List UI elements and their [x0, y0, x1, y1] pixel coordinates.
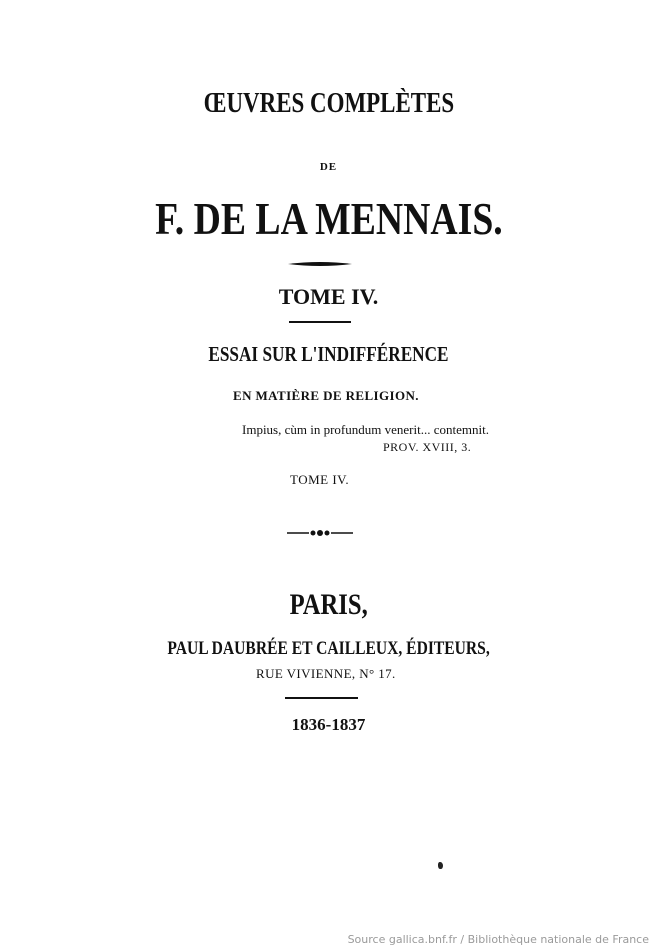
- collection-heading: ŒUVRES COMPLÈTES: [203, 88, 454, 119]
- work-volume-label: TOME IV.: [290, 472, 350, 487]
- work-subtitle: EN MATIÈRE DE RELIGION.: [233, 388, 419, 403]
- volume-label: TOME IV.: [278, 284, 379, 309]
- publication-years: 1836-1837: [291, 715, 366, 734]
- ink-speck: [438, 862, 443, 869]
- dotted-ornament: [287, 527, 353, 539]
- publisher-name: PAUL DAUBRÉE ET CAILLEUX, ÉDITEURS,: [167, 638, 490, 659]
- connector-word: DE: [319, 161, 338, 173]
- publisher-address: RUE VIVIENNE, N° 17.: [256, 666, 396, 681]
- address-rule: [285, 697, 358, 699]
- author-name: F. DE LA MENNAIS.: [154, 193, 503, 244]
- publication-city: PARIS,: [289, 588, 368, 621]
- thin-rule: [289, 321, 351, 323]
- epigraph-text: Impius, cùm in profundum venerit... contemnit.: [242, 422, 489, 437]
- thick-rule-ornament: [288, 259, 352, 269]
- source-attribution: Source gallica.bnf.fr / Bibliothèque nationale de France: [347, 933, 649, 946]
- epigraph-source: PROV. XVIII, 3.: [383, 440, 472, 454]
- work-title: ESSAI SUR L'INDIFFÉRENCE: [208, 342, 449, 366]
